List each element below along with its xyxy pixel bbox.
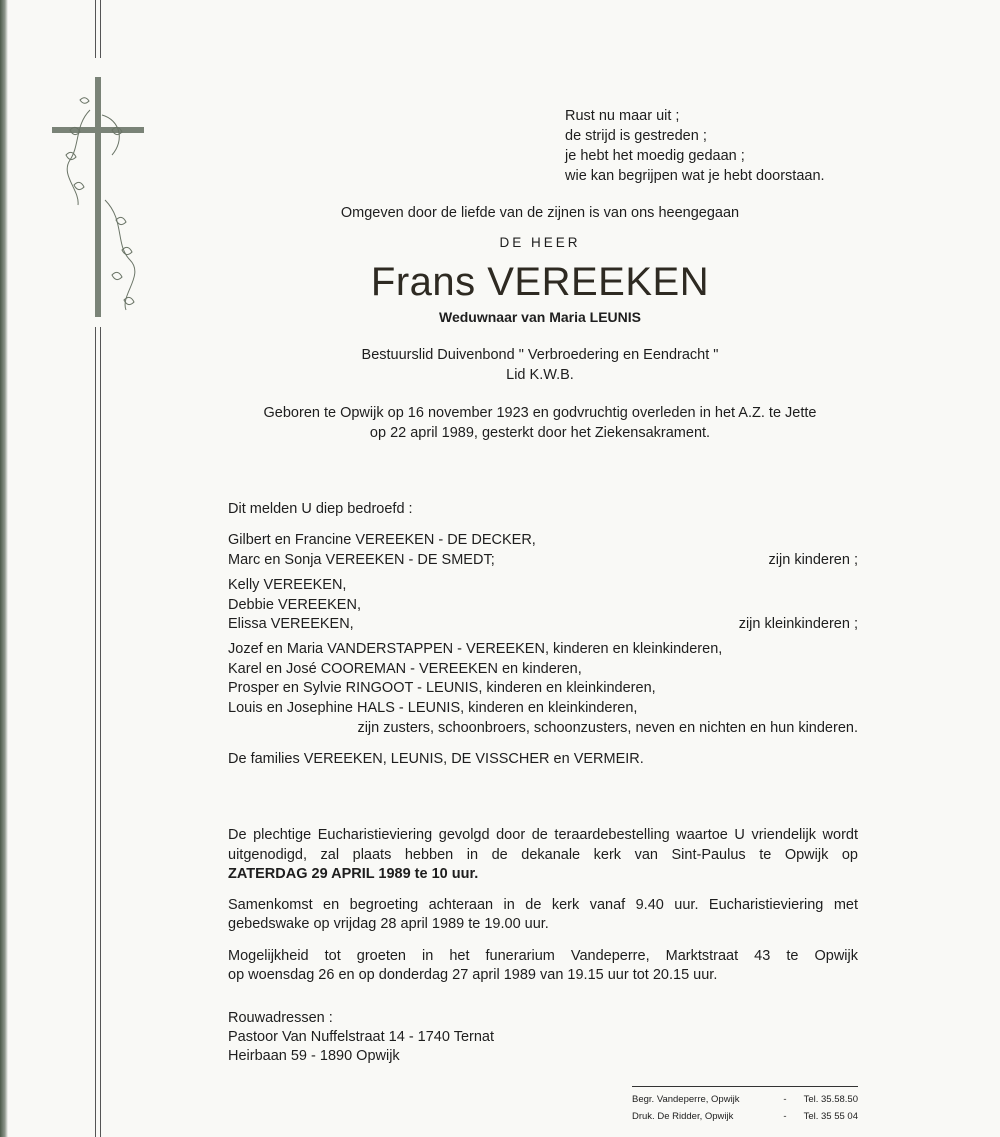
grandchildren-label: zijn kleinkinderen ;: [738, 616, 858, 632]
gathering-line: Samenkomst en begroeting achteraan in de kerk vanaf 9.40 uur. Eucharistieviering met: [228, 897, 858, 913]
title-prefix: DE HEER: [499, 235, 581, 250]
mass-line: uitgenodigd, zal plaats hebben in de dekanale kerk van Sint-Paulus te Opwijk op: [228, 847, 858, 863]
sibling-line: Louis en Josephine HALS - LEUNIS, kinderen en kleinkinderen,: [228, 700, 638, 716]
board-member-line: Bestuurslid Duivenbond " Verbroedering en Eendracht ": [361, 347, 719, 363]
page-edge: [0, 0, 8, 1137]
footer-company: Begr. Vandeperre, Opwijk: [632, 1094, 740, 1105]
cross-ornament: [50, 0, 150, 1137]
addresses-label: Rouwadressen :: [228, 1010, 333, 1026]
footer-phone: Tel. 35.58.50: [803, 1094, 858, 1105]
poem-line: Rust nu maar uit ;: [565, 108, 680, 124]
child-name: Marc en Sonja VEREEKEN - DE SMEDT;: [228, 552, 495, 568]
cross-line-bottom: [95, 327, 101, 1137]
families-line: De families VEREEKEN, LEUNIS, DE VISSCHER en VERMEIR.: [228, 751, 644, 767]
birth-death-line: op 22 april 1989, gesterkt door het Ziekensakrament.: [369, 425, 711, 441]
ivy-vine-icon: [50, 60, 150, 320]
footer-row: [632, 1108, 858, 1125]
visit-line: Mogelijkheid tot groeten in het funerarium Vandeperre, Marktstraat 43 te Opwijk: [228, 948, 858, 964]
mass-date: ZATERDAG 29 APRIL 1989 te 10 uur.: [228, 866, 479, 882]
mass-line: De plechtige Eucharistieviering gevolgd door de teraardebestelling waartoe U vriendelijk wordt: [228, 827, 858, 843]
widow-line: Weduwnaar van Maria LEUNIS: [438, 309, 641, 325]
visit-line: op woensdag 26 en op donderdag 27 april 1989 van 19.15 uur tot 20.15 uur.: [228, 967, 718, 983]
grandchild-line: Debbie VEREEKEN,: [228, 597, 361, 613]
deceased-name: Frans VEREEKEN: [370, 260, 710, 304]
grandchild-line: [228, 614, 858, 634]
announce-line: Dit melden U diep bedroefd :: [228, 501, 413, 517]
footer-separator: -: [783, 1094, 787, 1105]
grandchild-line: Kelly VEREEKEN,: [228, 577, 347, 593]
siblings-label: zijn zusters, schoonbroers, schoonzusters, neven en nichten en hun kinderen.: [357, 720, 858, 736]
printer-footer: [632, 1086, 858, 1125]
footer-phone: Tel. 35 55 04: [803, 1111, 858, 1122]
address-line: Pastoor Van Nuffelstraat 14 - 1740 Ternat: [228, 1029, 494, 1045]
poem: [565, 106, 825, 186]
grandchild-name: Elissa VEREEKEN,: [228, 616, 354, 632]
address-line: Heirbaan 59 - 1890 Opwijk: [228, 1048, 400, 1064]
footer-company: Druk. De Ridder, Opwijk: [632, 1111, 734, 1122]
member-line: Lid K.W.B.: [506, 367, 574, 383]
intro-line: Omgeven door de liefde van de zijnen is van ons heengegaan: [340, 205, 740, 221]
children-label: zijn kinderen ;: [768, 552, 858, 568]
child-line: Gilbert en Francine VEREEKEN - DE DECKER,: [228, 532, 536, 548]
poem-line: je hebt het moedig gedaan ;: [565, 148, 745, 164]
poem-line: wie kan begrijpen wat je hebt doorstaan.: [565, 168, 825, 184]
sibling-line: Jozef en Maria VANDERSTAPPEN - VEREEKEN, kinderen en kleinkinderen,: [228, 641, 723, 657]
footer-separator: -: [783, 1111, 787, 1122]
cross-line-top: [95, 0, 101, 58]
birth-death-line: Geboren te Opwijk op 16 november 1923 en godvruchtig overleden in het A.Z. te Jette: [263, 405, 817, 421]
footer-row: [632, 1091, 858, 1108]
child-line: [228, 550, 858, 570]
gathering-line: gebedswake op vrijdag 28 april 1989 te 19.00 uur.: [228, 916, 549, 932]
sibling-line: Karel en José COOREMAN - VEREEKEN en kinderen,: [228, 661, 582, 677]
sibling-line: Prosper en Sylvie RINGOOT - LEUNIS, kinderen en kleinkinderen,: [228, 680, 656, 696]
poem-line: de strijd is gestreden ;: [565, 128, 707, 144]
